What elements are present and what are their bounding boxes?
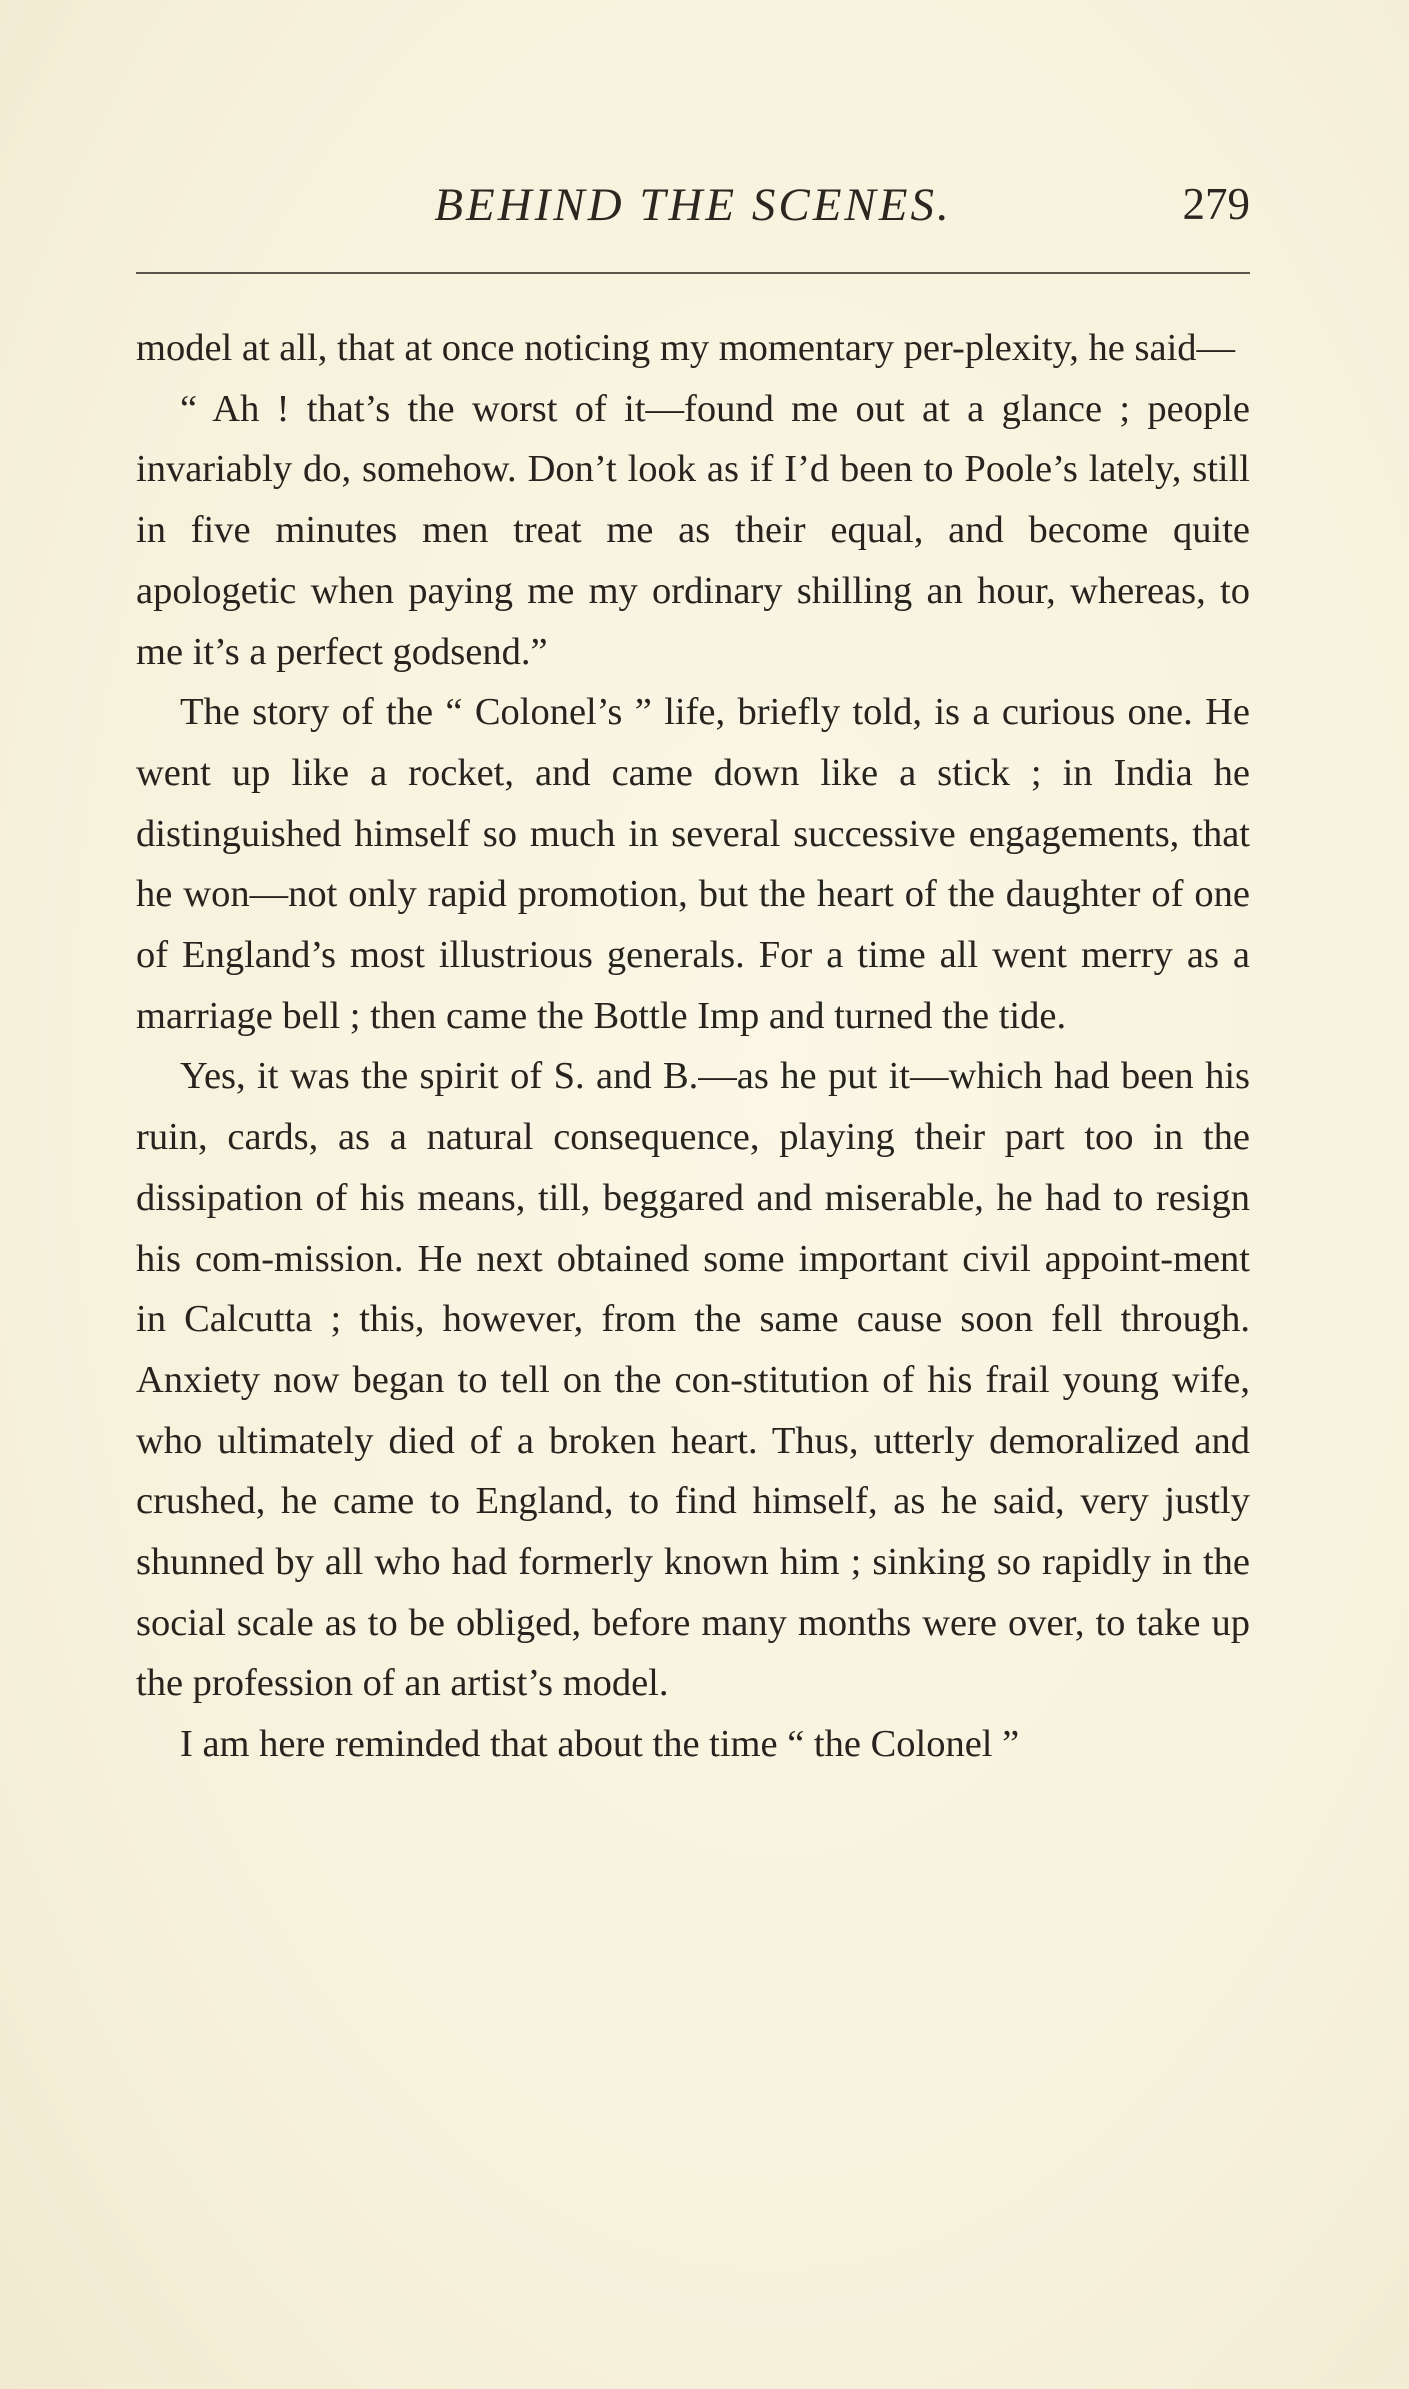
paragraph: I am here reminded that about the time “ the Colonel ” [180,1723,1020,1766]
header-rule [136,272,1250,274]
paragraph: The story of the “ Colonel’s ” life, briefly told, is a curious one. He went up like a rocket, and came down like a stick ; in India he distinguished himself so much in several successive engagements, that he won—not only rapid promotion, but the heart of the daughter of one of England’s most illustrious generals. For a time all went merry as a marriage bell ; then came the Bottle Imp and turned the tide. [136,691,1250,1037]
paragraph: Yes, it was the spirit of S. and B.—as he put it—which had been his ruin, cards, as a natural consequence, playing their part too in the dissipation of his means, till, beggared and miserable, he had to resign his com-mission. He next obtained some important civil appoint-ment in Calcutta ; this, however, from the same cause soon fell through. Anxiety now began to tell on the con-stitution of his frail young wife, who ultimately died of a broken heart. Thus, utterly demoralized and crushed, he came to England, to find himself, as he said, very justly shunned by all who had formerly known him ; sinking so rapidly in the social scale as to be obliged, before many months were over, to take up the profession of an artist’s model. [136,1055,1250,1705]
running-title: BEHIND THE SCENES. [434,179,952,231]
page-number: 279 [1182,179,1250,229]
paragraph: model at all, that at once noticing my momentary per-plexity, he said— [136,327,1236,369]
paragraph: “ Ah ! that’s the worst of it—found me out at a glance ; people invariably do, somehow. Don’t look as if I’d been to Poole’s lately, still in five minutes men treat me as their equal, and become quite apologetic when paying me my ordinary shilling an hour, whereas, to me it’s a perfect godsend.” [136,387,1250,673]
body-text [136,318,1250,1775]
running-head [136,178,1250,238]
